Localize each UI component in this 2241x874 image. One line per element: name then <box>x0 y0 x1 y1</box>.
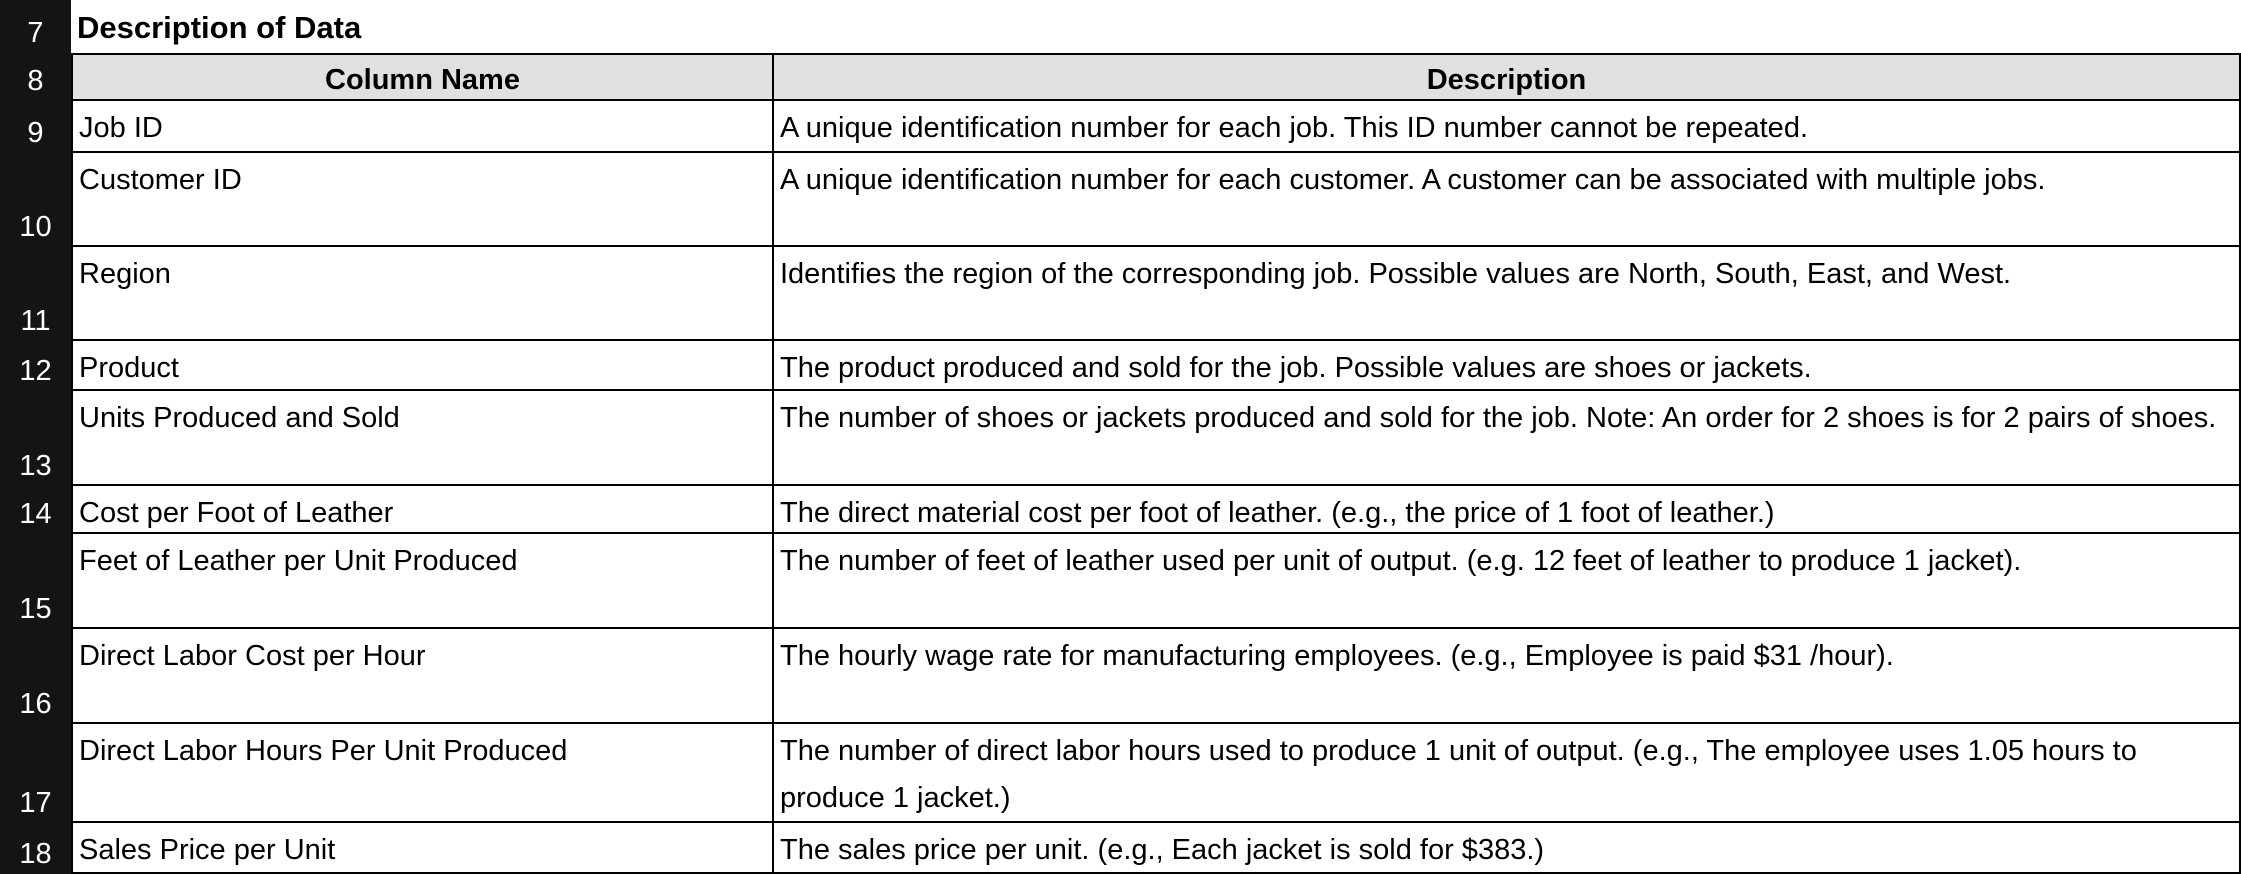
column-name-cell[interactable]: Cost per Foot of Leather <box>71 486 774 534</box>
description-cell[interactable]: The direct material cost per foot of leather. (e.g., the price of 1 foot of leather.) <box>774 486 2241 534</box>
description-cell[interactable]: A unique identification number for each customer. A customer can be associated with multiple jobs. <box>774 153 2241 247</box>
column-name-cell[interactable]: Job ID <box>71 101 774 153</box>
row-number[interactable]: 11 <box>20 305 51 337</box>
table-row <box>0 101 2241 153</box>
column-name-cell[interactable]: Product <box>71 341 774 391</box>
description-cell[interactable]: A unique identification number for each job. This ID number cannot be repeated. <box>774 101 2241 153</box>
column-name-cell[interactable]: Customer ID <box>71 153 774 247</box>
row-number[interactable]: 12 <box>19 355 52 387</box>
row-number[interactable]: 17 <box>19 787 52 819</box>
row-number[interactable]: 9 <box>27 117 44 149</box>
column-name-cell[interactable]: Sales Price per Unit <box>71 823 774 874</box>
column-name-header[interactable]: Column Name <box>71 53 774 101</box>
table-row <box>0 724 2241 823</box>
description-cell[interactable]: The product produced and sold for the job. Possible values are shoes or jackets. <box>774 341 2241 391</box>
row-number[interactable]: 14 <box>19 498 52 530</box>
description-cell[interactable]: Identifies the region of the corresponding job. Possible values are North, South, East, and West. <box>774 247 2241 341</box>
row-number[interactable]: 18 <box>19 838 52 870</box>
column-name-cell[interactable]: Direct Labor Hours Per Unit Produced <box>71 724 774 823</box>
row-number[interactable]: 13 <box>19 450 52 482</box>
description-cell[interactable]: The hourly wage rate for manufacturing employees. (e.g., Employee is paid $31 /hour). <box>774 629 2241 724</box>
description-cell[interactable]: The sales price per unit. (e.g., Each jacket is sold for $383.) <box>774 823 2241 874</box>
row-number[interactable]: 15 <box>19 593 52 625</box>
section-title[interactable]: Description of Data <box>77 10 362 45</box>
description-cell[interactable]: The number of direct labor hours used to produce 1 unit of output. (e.g., The employee uses 1.05 hours to produce 1 jacket.) <box>774 724 2241 823</box>
row-number[interactable]: 8 <box>27 65 44 97</box>
table-row <box>0 391 2241 486</box>
sheet-row-8 <box>0 53 2241 101</box>
row-number[interactable]: 16 <box>19 688 52 720</box>
column-name-cell[interactable]: Direct Labor Cost per Hour <box>71 629 774 724</box>
table-row <box>0 629 2241 724</box>
table-row <box>0 153 2241 247</box>
row-number[interactable]: 10 <box>19 211 52 243</box>
column-name-cell[interactable]: Region <box>71 247 774 341</box>
description-cell[interactable]: The number of shoes or jackets produced and sold for the job. Note: An order for 2 shoes is for 2 pairs of shoes. <box>774 391 2241 486</box>
sheet-row-7 <box>0 0 2241 53</box>
table-row <box>0 486 2241 534</box>
column-name-cell[interactable]: Units Produced and Sold <box>71 391 774 486</box>
table-row <box>0 534 2241 629</box>
description-cell[interactable]: The number of feet of leather used per unit of output. (e.g. 12 feet of leather to produce 1 jacket). <box>774 534 2241 629</box>
table-row <box>0 247 2241 341</box>
table-row <box>0 823 2241 874</box>
column-name-cell[interactable]: Feet of Leather per Unit Produced <box>71 534 774 629</box>
description-header[interactable]: Description <box>774 53 2241 101</box>
table-row <box>0 341 2241 391</box>
row-number[interactable]: 7 <box>27 17 44 49</box>
